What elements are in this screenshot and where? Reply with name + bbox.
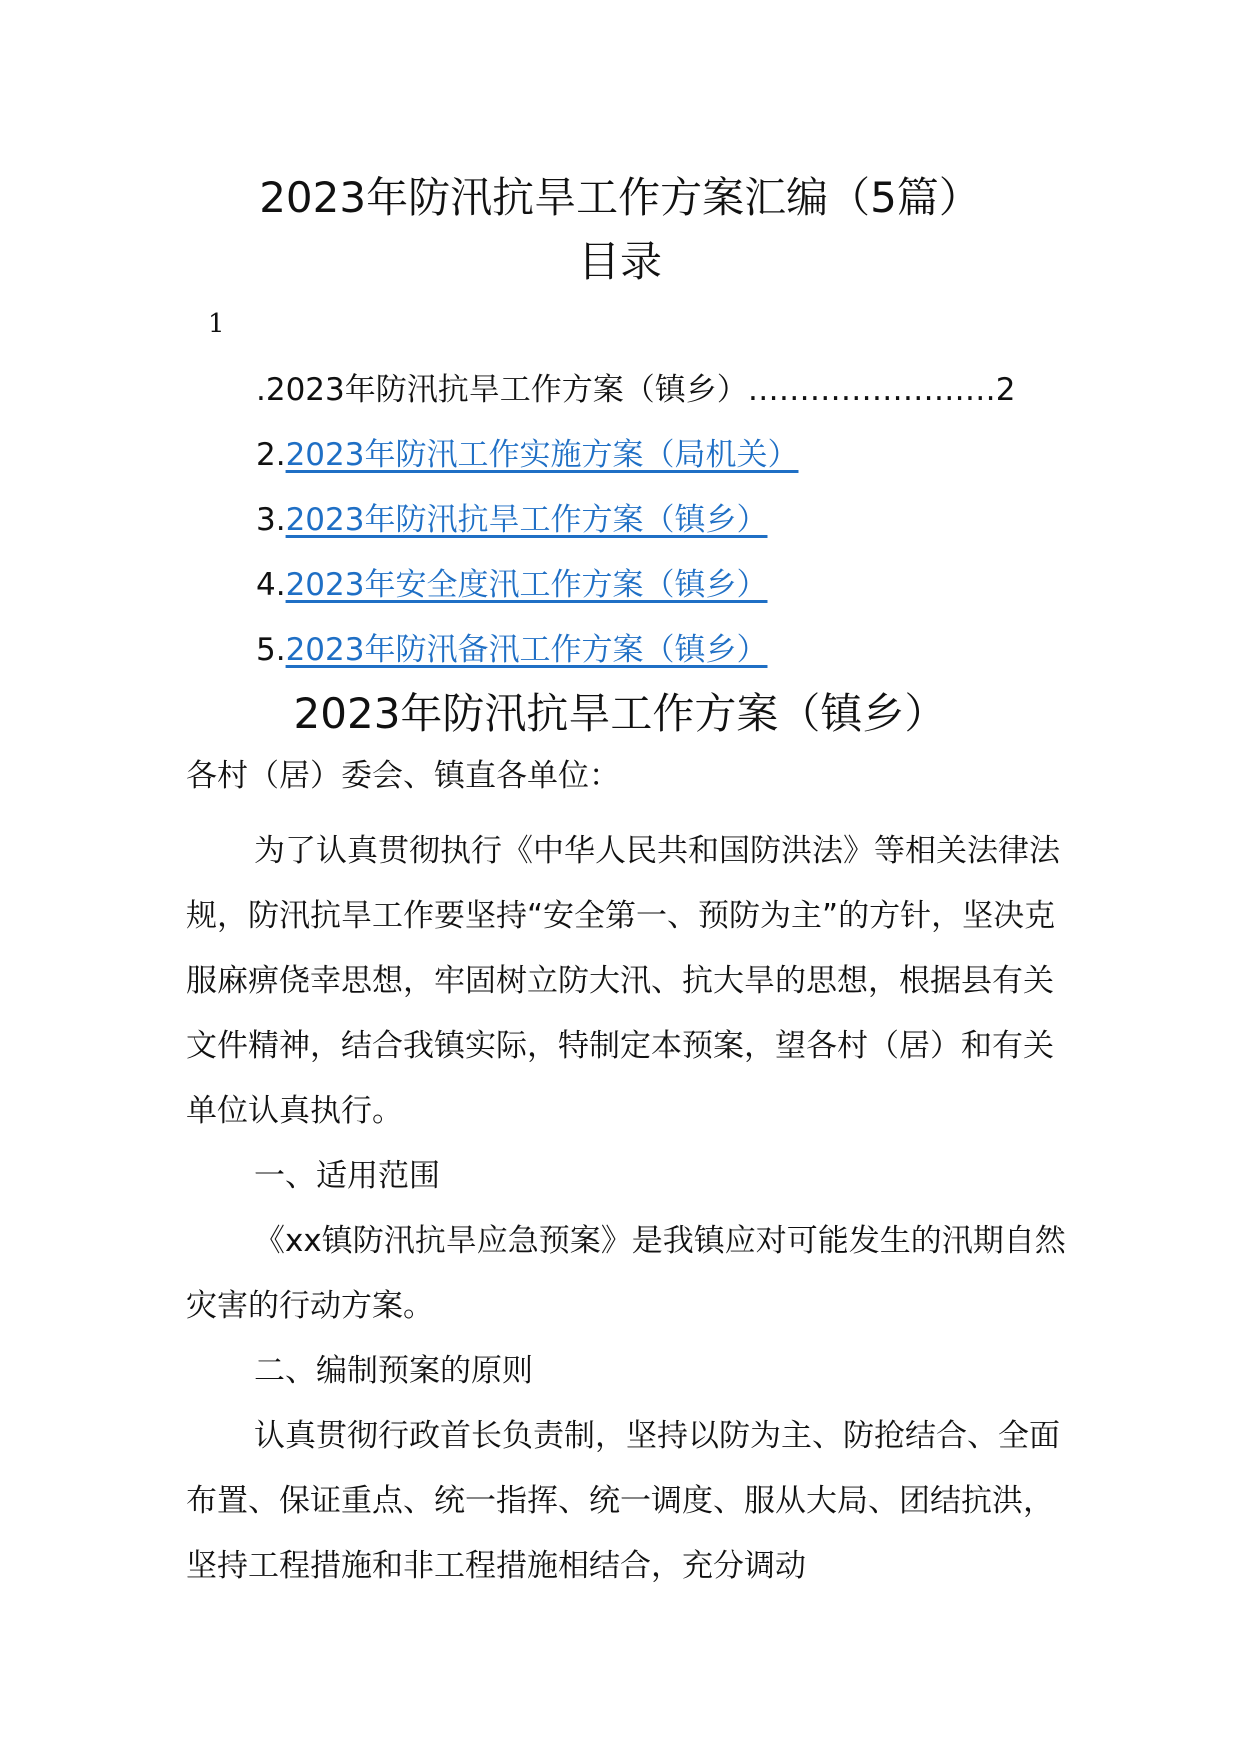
toc-item-3 bbox=[256, 498, 1016, 563]
body-paragraph: 为了认真贯彻执行《中华人民共和国防洪法》等相关法律法规，防汛抗旱工作要坚持“安全第一、预防为主”的方针，坚决克服麻痹侥幸思想，牢固树立防大汛、抗大旱的思想，根据县有关文件精神，结合我镇实际，特制定本预案，望各村（居）和有关单位认真执行。 bbox=[186, 833, 1060, 1129]
toc-item-prefix: 5. bbox=[256, 632, 286, 668]
toc-link[interactable]: 2023年防汛抗旱工作方案（镇乡） bbox=[285, 502, 768, 538]
toc-item-1 bbox=[256, 368, 1016, 433]
toc-link[interactable]: 2023年防汛工作实施方案（局机关） bbox=[285, 437, 799, 473]
toc-first-number: 1 bbox=[208, 309, 225, 339]
toc-item-prefix: 4. bbox=[256, 567, 286, 603]
section-heading: 二、编制预案的原则 bbox=[254, 1353, 533, 1389]
section-heading: 一、适用范围 bbox=[254, 1158, 440, 1194]
toc-item-prefix: 3. bbox=[256, 502, 286, 538]
toc-item-4 bbox=[256, 563, 1016, 628]
toc-heading: 目录 bbox=[577, 237, 662, 286]
toc-item-text: 2023年防汛抗旱工作方案（镇乡） bbox=[265, 372, 748, 408]
section-title: 2023年防汛抗旱工作方案（镇乡） bbox=[293, 689, 947, 738]
toc-page-number: 2 bbox=[995, 372, 1016, 408]
toc-item-prefix: . bbox=[256, 372, 266, 408]
toc-leader-dots: …………………… bbox=[747, 372, 996, 408]
document-body bbox=[186, 754, 1066, 1599]
toc-item-2 bbox=[256, 433, 1016, 498]
toc-item-prefix: 2. bbox=[256, 437, 286, 473]
table-of-contents bbox=[256, 368, 1016, 693]
body-paragraph: 《xx镇防汛抗旱应急预案》是我镇应对可能发生的汛期自然灾害的行动方案。 bbox=[186, 1223, 1066, 1324]
document-title: 2023年防汛抗旱工作方案汇编（5篇） bbox=[259, 173, 981, 222]
toc-link[interactable]: 2023年防汛备汛工作方案（镇乡） bbox=[285, 632, 768, 668]
toc-link[interactable]: 2023年安全度汛工作方案（镇乡） bbox=[285, 567, 768, 603]
salutation: 各村（居）委会、镇直各单位： bbox=[186, 758, 620, 794]
body-paragraph: 认真贯彻行政首长负责制，坚持以防为主、防抢结合、全面布置、保证重点、统一指挥、统一调度、服从大局、团结抗洪，坚持工程措施和非工程措施相结合，充分调动 bbox=[186, 1418, 1060, 1584]
